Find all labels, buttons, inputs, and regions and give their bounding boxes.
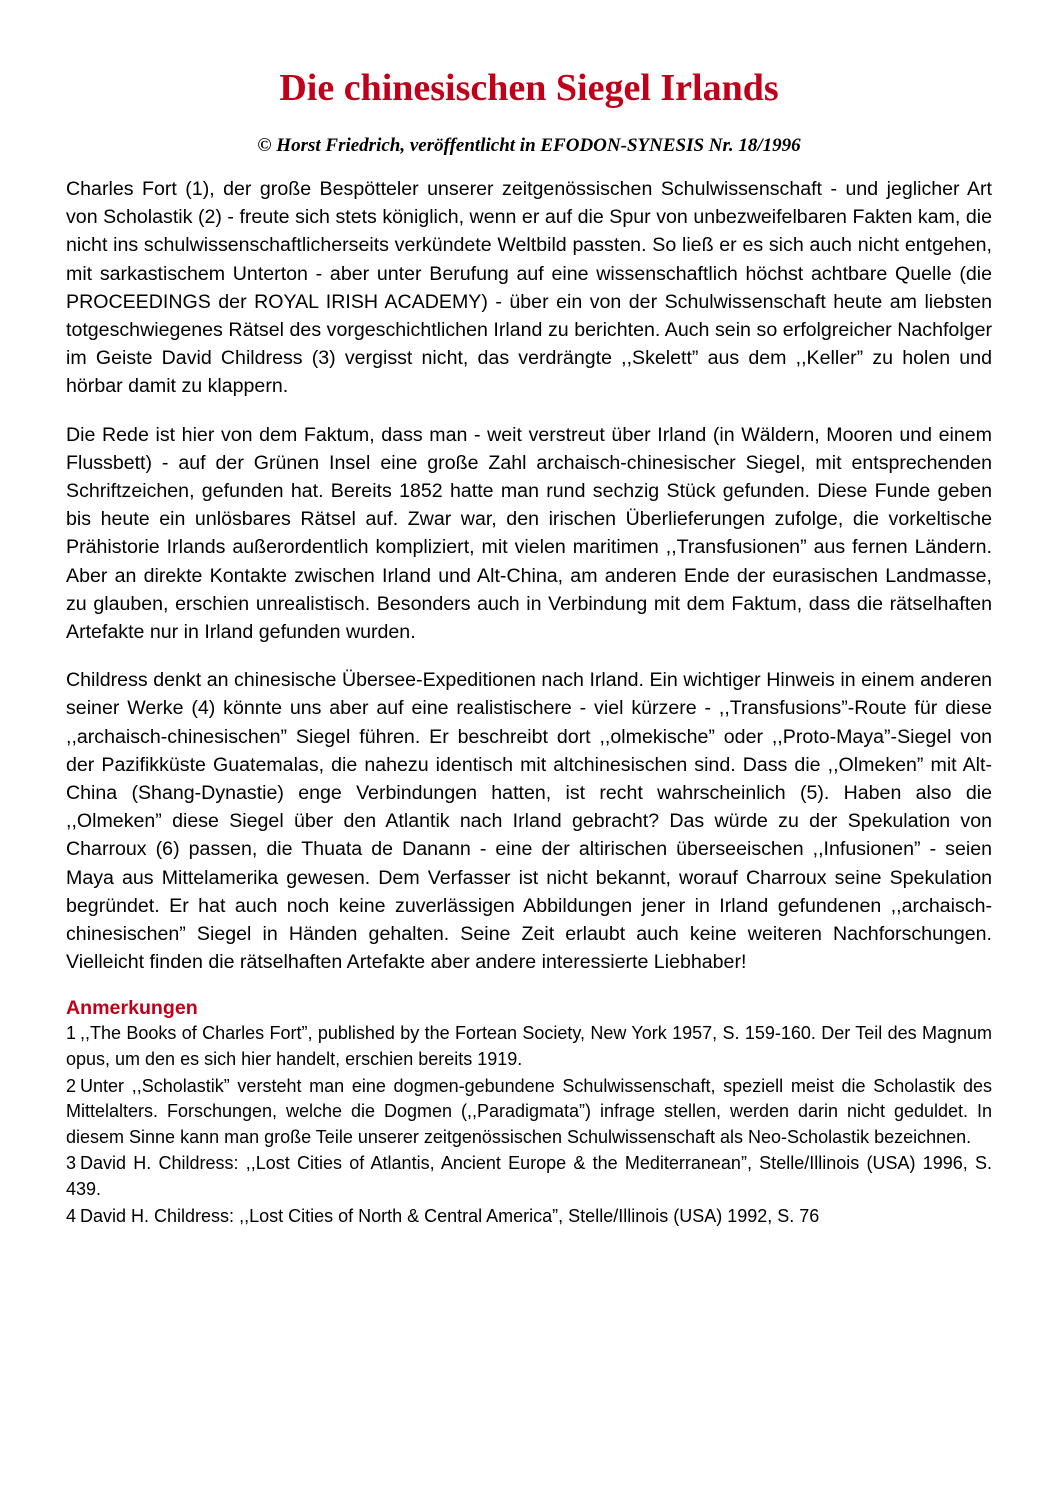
footnote <box>66 1021 992 1072</box>
footnote-number: 4 <box>66 1205 77 1226</box>
document-title: Die chinesischen Siegel Irlands <box>279 67 779 109</box>
notes-heading: Anmerkungen <box>66 997 198 1020</box>
footnote <box>66 1204 992 1230</box>
footnote-number: 1 <box>66 1023 77 1044</box>
author-byline: © Horst Friedrich, veröffentlicht in EFODON-SYNESIS Nr. 18/1996 <box>257 135 801 156</box>
footnote-number: 3 <box>66 1153 77 1174</box>
body-paragraph: Childress denkt an chinesische Übersee-Expeditionen nach Irland. Ein wichtiger Hinweis in einem anderen seiner Werke (4) könnte uns aber auf eine realistischere - viel kürzere - ,,Transfusions”-Route für diese ,,archaisch-chinesischen” Siegel führen. Er beschreibt dort ,,olmekische” oder ,,Proto-Maya”-Siegel von der Pazifikküste Guatemalas, die nahezu identisch mit altchinesischen sind. Dass die ,,Olmeken” mit Alt-China (Shang-Dynastie) enge Verbindungen hatten, ist recht wahrscheinlich (5). Haben also die ,,Olmeken” diese Siegel über den Atlantik nach Irland gebracht? Das würde zu der Spekulation von Charroux (6) passen, die Thuata de Danann - eine der altirischen überseeischen ,,Infusionen” - seien Maya aus Mittelamerika gewesen. Dem Verfasser ist nicht bekannt, worauf Charroux seine Spekulation begründet. Er hat auch noch keine zuverlässigen Abbildungen jener in Irland gefundenen ,,archaisch-chinesischen” Siegel in Händen gehalten. Seine Zeit erlaubt auch keine weiteren Nachforschungen. Vielleicht finden die rätselhaften Artefakte aber andere interessierte Liebhaber! <box>66 669 992 974</box>
footnote-text: David H. Childress: ,,Lost Cities of North & Central America”, Stelle/Illinois (USA) 1992, S. 76 <box>80 1205 820 1226</box>
document-page <box>66 64 992 1229</box>
body-paragraph: Die Rede ist hier von dem Faktum, dass man - weit verstreut über Irland (in Wäldern, Mooren und einem Flussbett) - auf der Grünen Insel eine große Zahl archaisch-chinesischer Siegel, mit entsprechenden Schriftzeichen, gefunden hat. Bereits 1852 hatte man rund sechzig Stück gefunden. Diese Funde geben bis heute ein unlösbares Rätsel auf. Zwar war, den irischen Überlieferungen zufolge, die vorkeltische Prähistorie Irlands außerordentlich kompliziert, mit vielen maritimen ,,Transfusionen” aus fernen Ländern. Aber an direkte Kontakte zwischen Irland und Alt-China, am anderen Ende der eurasischen Landmasse, zu glauben, erschien unrealistisch. Besonders auch in Verbindung mit dem Faktum, dass die rätselhaften Artefakte nur in Irland gefunden wurden. <box>66 423 992 644</box>
footnote <box>66 1151 992 1202</box>
footnote-text: Unter ,,Scholastik” versteht man eine dogmen-gebundene Schulwissenschaft, speziell meist die Scholastik des Mittelalters. Forschungen, welche die Dogmen (,,Paradigmata”) infrage stellen, werden darin nicht geduldet. In diesem Sinne kann man große Teile unserer zeitgenössischen Schulwissenschaft als Neo-Scholastik bezeichnen. <box>66 1075 992 1147</box>
footnote-text: ,,The Books of Charles Fort”, published by the Fortean Society, New York 1957, S. 159-160. Der Teil des Magnum opus, um den es sich hier handelt, erschien bereits 1919. <box>66 1023 992 1070</box>
footnote <box>66 1074 992 1151</box>
body-paragraph: Charles Fort (1), der große Bespötteler unserer zeitgenössischen Schulwissenschaft - und jeglicher Art von Scholastik (2) - freute sich stets königlich, wenn er auf die Spur von unbezweifelbaren Fakten kam, die nicht ins schulwissenschaftlicherseits verkündete Weltbild passten. So ließ er es sich auch nicht entgehen, mit sarkastischem Unterton - aber unter Berufung auf eine wissenschaftlich höchst achtbare Quelle (die PROCEEDINGS der ROYAL IRISH ACADEMY) - über ein von der Schulwissenschaft heute am liebsten totgeschwiegenes Rätsel des vorgeschichtlichen Irland zu berichten. Auch sein so erfolgreicher Nachfolger im Geiste David Childress (3) vergisst nicht, das verdrängte ,,Skelett” aus dem ,,Keller” zu holen und hörbar damit zu klappern. <box>66 178 992 398</box>
footnote-number: 2 <box>66 1075 77 1096</box>
footnote-text: David H. Childress: ,,Lost Cities of Atlantis, Ancient Europe & the Mediterranean”, Stelle/Illinois (USA) 1996, S. 439. <box>66 1153 992 1200</box>
